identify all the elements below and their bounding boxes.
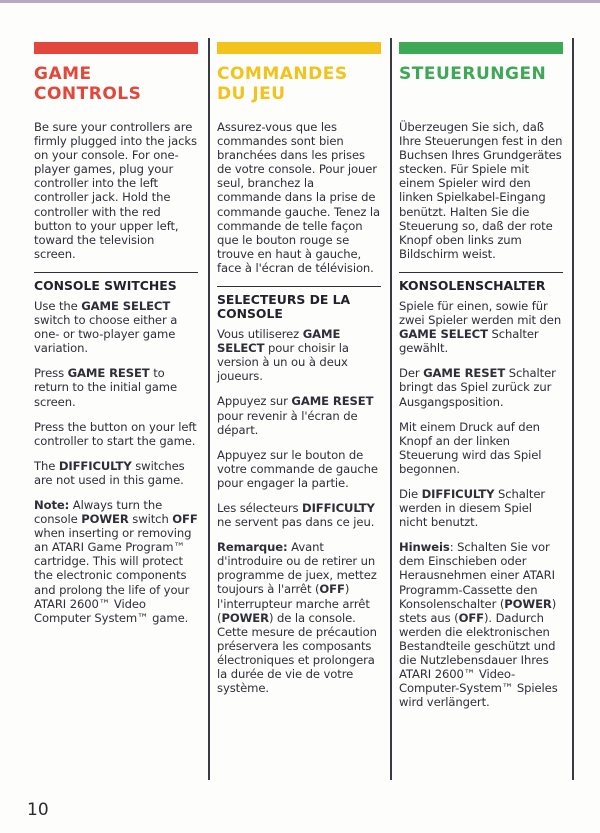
german-title: STEUERUNGEN (399, 64, 547, 84)
column-divider-right (572, 38, 574, 780)
english-note-paragraph: Note: Always turn the console POWER switch OFF when inserting or removing an ATARI Game Program™ cartridge. This will protect the electronic components and prolong the life of your ATARI 2600™ Video Computer System™ game. (34, 497, 198, 625)
german-difficulty-paragraph: Die DIFFICULTY Schalter werden in diesem Spiel nicht benutzt. (399, 486, 546, 530)
column-divider-middle (390, 38, 392, 780)
german-column (399, 42, 563, 720)
german-color-bar (399, 42, 563, 54)
french-color-bar (217, 42, 381, 54)
page-number: 10 (27, 800, 49, 820)
french-difficulty-paragraph: Les sélecteurs DIFFICULTY ne servent pas dans ce jeu. (217, 500, 375, 530)
french-column (217, 42, 381, 706)
german-switches-heading: KONSOLENSCHALTER (399, 272, 563, 293)
english-color-bar (34, 42, 198, 54)
english-intro: Be sure your controllers are firmly plugged into the jacks on your console. For one-player games, plug your controller into the left controller jack. Hold the controller with the red button to your upper left, toward the television screen. (34, 120, 197, 261)
french-title: COMMANDES DU JEU (217, 64, 348, 104)
german-game-reset-paragraph: Der GAME RESET Schalter bringt das Spiel zurück zur Ausgangsposition. (399, 366, 556, 409)
top-border (0, 0, 600, 3)
german-intro: Überzeugen Sie sich, daß Ihre Steuerungen fest in den Buchsen Ihres Grundgerätes stecken. Für Spiele mit einem Spieler wird den linken Spielkabel-Eingang benützt. Halten Sie die Steuerung so, daß der rote Knopf oben links zum Bildschirm weist. (399, 120, 563, 261)
french-note-paragraph: Remarque: Avant d'introduire ou de retirer un programme de juex, mettez toujours à l'arrêt (OFF) l'interrupteur marche arrêt (POWER) de la console. Cette mesure de précaution préservera les composants électroniques et prolongera la durée de vie de votre système. (217, 540, 377, 696)
german-note-paragraph: Hinweis: Schalten Sie vor dem Einschieben oder Herausnehmen einer ATARI Programm-Cassette den Konsolenschalter (POWER) stets aus (OFF). Dadurch werden die elektronischen Bestandteile geschützt und die Nutzlebensdauer Ihres ATARI 2600™ Video-Computer-System™ Spieles wird verlängert. (399, 540, 558, 710)
french-game-select-paragraph: Vous utiliserez GAME SELECT pour choisir la version à un ou à deux joueurs. (217, 327, 349, 384)
english-game-select-paragraph: Use the GAME SELECT switch to choose either a one- or two-player game variation. (34, 298, 178, 356)
french-selectors-heading: SELECTEURS DE LA CONSOLE (217, 286, 381, 321)
french-game-reset-paragraph: Appuyez sur GAME RESET pour revenir à l'écran de départ. (217, 394, 374, 437)
english-game-reset-paragraph: Press GAME RESET to return to the initial game screen. (34, 366, 178, 409)
column-divider-left (208, 38, 210, 780)
french-start-paragraph: Appuyez sur le bouton de votre commande de gauche pour engager la partie. (217, 447, 378, 490)
french-intro: Assurez-vous que les commandes sont bien branchées dans les prises de votre console. Pour jouer seul, branchez la commande dans la prise de commande gauche. Tenez la commande de telle façon que le bouton rouge se trouve en haut à gauche, face à l'écran de télévision. (217, 120, 381, 275)
english-column (34, 42, 198, 636)
german-start-paragraph: Mit einem Druck auf den Knopf an der linken Steuerung wird das Spiel begonnen. (399, 419, 542, 476)
english-difficulty-paragraph: The DIFFICULTY switches are not used in this game. (34, 458, 185, 487)
english-console-switches-heading: CONSOLE SWITCHES (34, 272, 198, 293)
english-start-paragraph: Press the button on your left controller to start the game. (34, 419, 197, 448)
german-game-select-paragraph: Spiele für einen, sowie für zwei Spieler werden mit den GAME SELECT Schalter gewählt. (399, 298, 562, 356)
english-title: GAME CONTROLS (34, 64, 142, 104)
